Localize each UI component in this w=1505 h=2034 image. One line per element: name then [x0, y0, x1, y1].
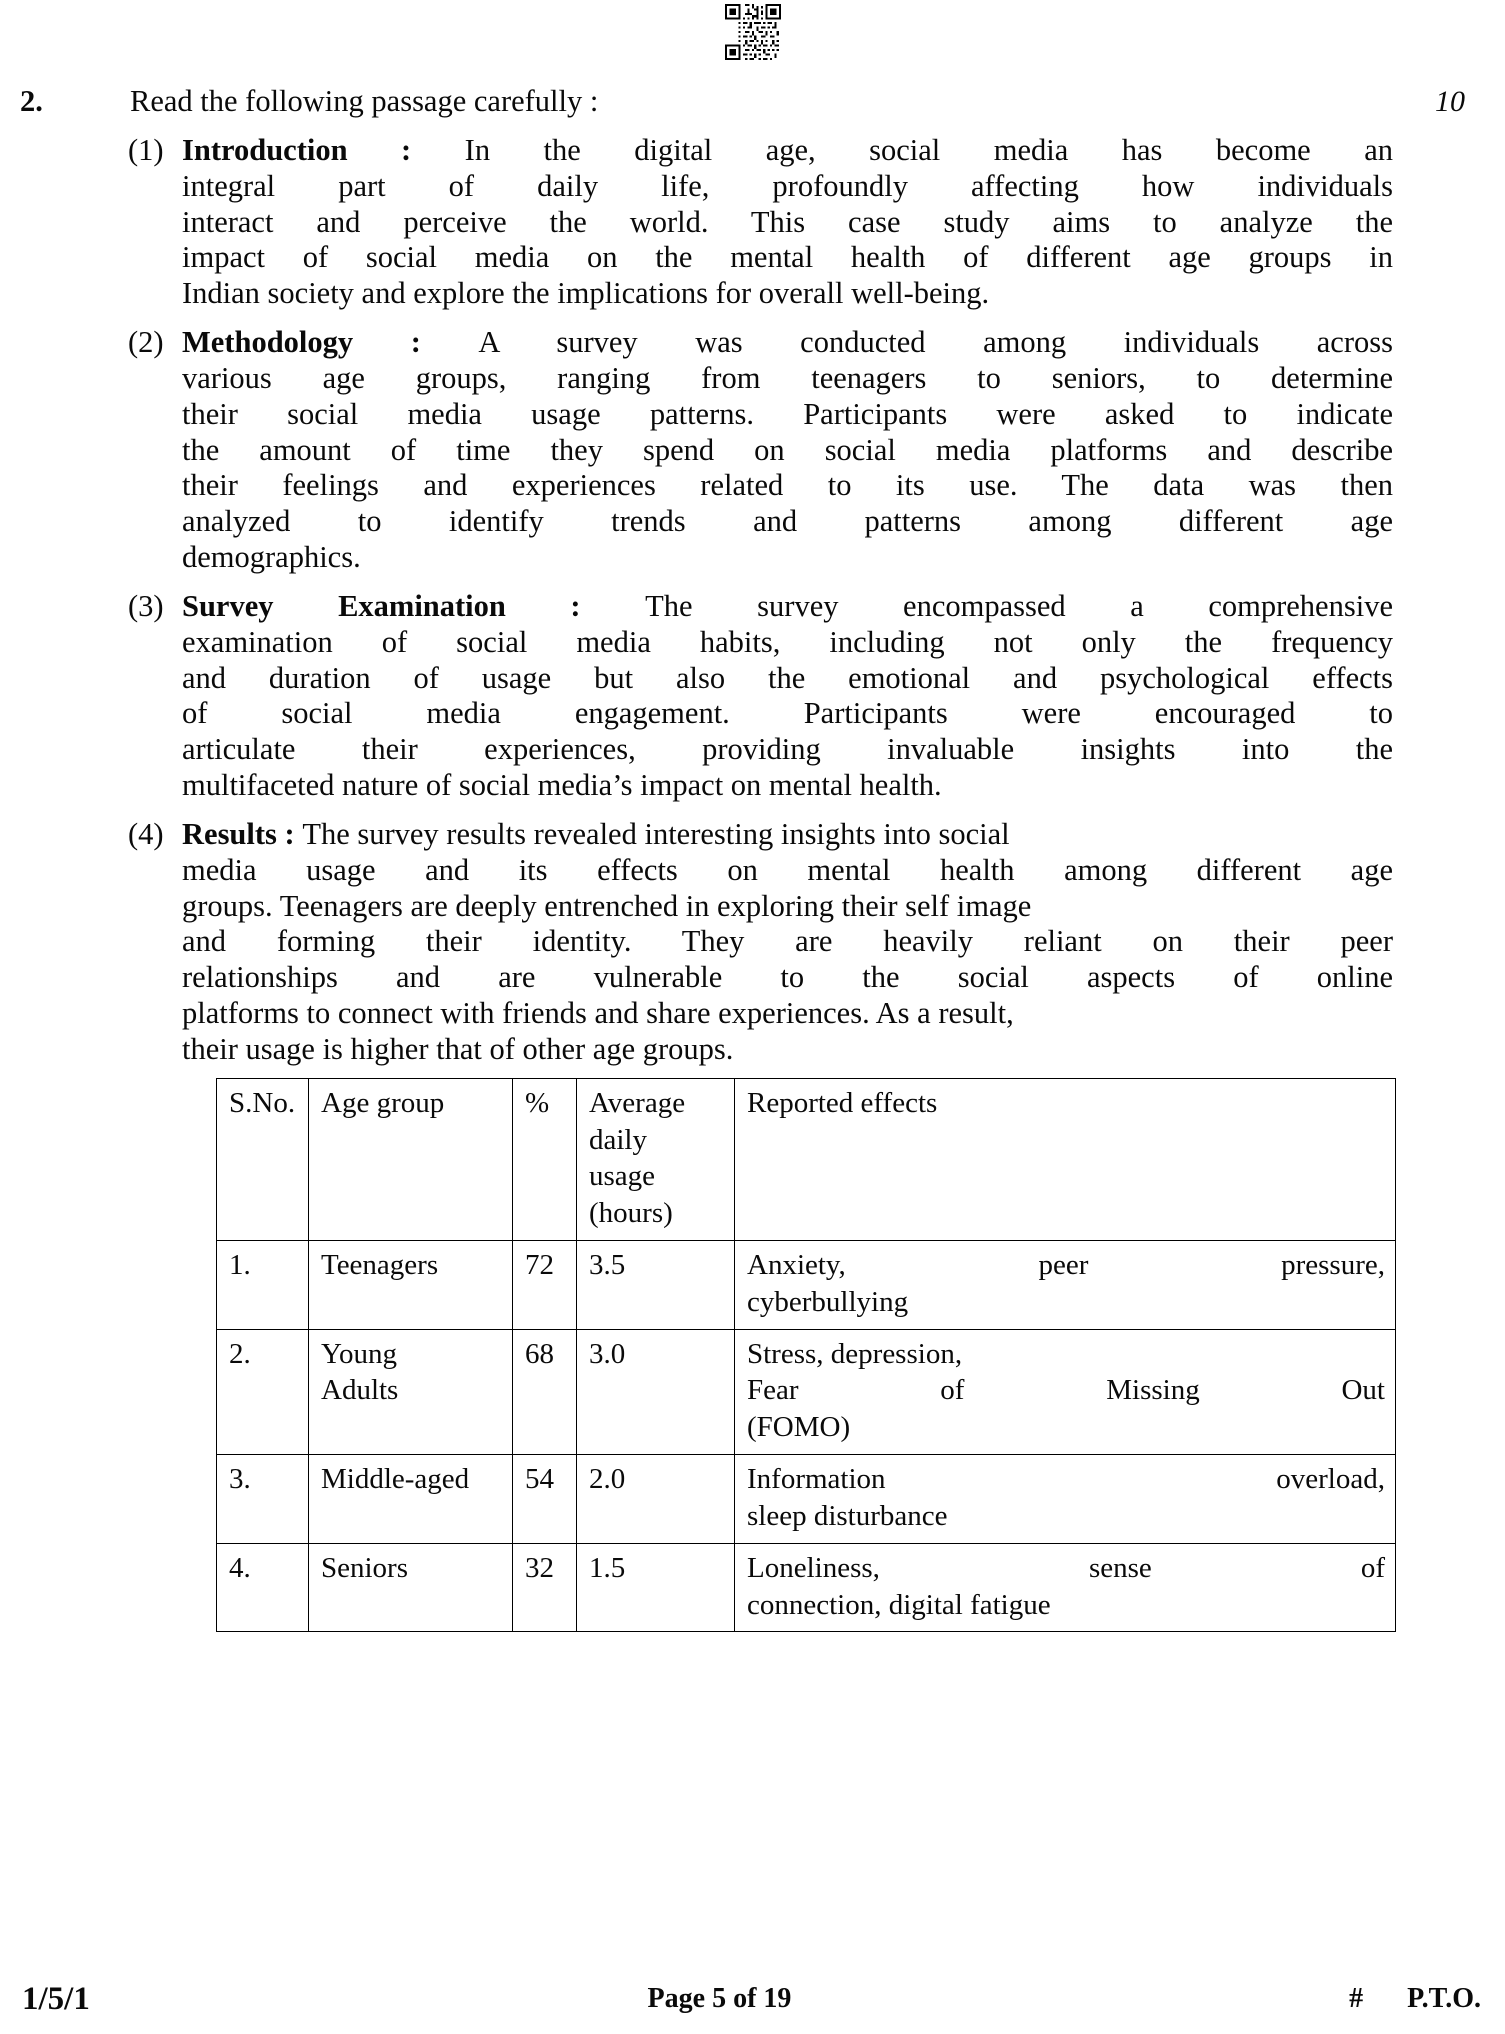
table-row	[217, 1241, 1396, 1330]
paragraph-number: (2)	[128, 325, 164, 360]
column-header-age-group: Age group	[309, 1078, 513, 1240]
paragraph-line: various age groups, ranging from teenagers to seniors, to determine	[182, 360, 1393, 395]
cell-sno: 1.	[217, 1241, 309, 1330]
paragraph-heading: Introduction	[182, 132, 348, 167]
paragraph-line: The survey encompassed a comprehensive	[645, 588, 1393, 623]
paragraph-number: (3)	[128, 588, 164, 623]
header-line: Average	[589, 1086, 686, 1119]
passage-paragraph-4	[20, 817, 1475, 1068]
paragraph-line: their social media usage patterns. Participants were asked to indicate	[182, 396, 1393, 431]
cell-line: Fear of Missing Out	[747, 1374, 1385, 1407]
qr-header	[0, 0, 1505, 70]
paragraph-line: impact of social media on the mental health of different age groups in	[182, 240, 1393, 275]
cell-line: Stress, depression,	[747, 1337, 963, 1370]
cell-percent: 32	[513, 1543, 577, 1632]
cell-line: Adults	[321, 1374, 399, 1407]
cell-age-group	[309, 1455, 513, 1544]
paragraph-line: A survey was conducted among individuals across	[478, 325, 1393, 360]
cell-age-group	[309, 1329, 513, 1454]
cell-line: Anxiety, peer pressure,	[747, 1249, 1385, 1281]
paragraph-number: (1)	[128, 132, 164, 167]
paragraph-line: of social media engagement. Participants were encouraged to	[182, 696, 1393, 731]
question-number: 2.	[20, 84, 43, 118]
paragraph-line: examination of social media habits, including not only the frequency	[182, 624, 1393, 659]
column-header-average-usage	[577, 1078, 735, 1240]
cell-percent: 72	[513, 1241, 577, 1330]
header-line: (hours)	[589, 1197, 673, 1230]
header-line: daily	[589, 1123, 647, 1156]
paper-code: 1/5/1	[22, 1980, 90, 2017]
cell-reported-effects	[735, 1329, 1396, 1454]
cell-line: connection, digital fatigue	[747, 1588, 1051, 1621]
cell-line: Seniors	[321, 1551, 408, 1584]
paragraph-line: and duration of usage but also the emotional and psychological effects	[182, 660, 1393, 695]
paragraph-line: platforms to connect with friends and share experiences. As a result,	[182, 996, 1014, 1031]
cell-sno: 2.	[217, 1329, 309, 1454]
cell-line: Loneliness, sense of	[747, 1551, 1385, 1584]
paragraph-line: integral part of daily life, profoundly affecting how individuals	[182, 168, 1393, 203]
qr-code-icon	[716, 4, 790, 60]
paragraph-line: articulate their experiences, providing invaluable insights into the	[182, 732, 1393, 767]
cell-age-group	[309, 1241, 513, 1330]
cell-percent: 68	[513, 1329, 577, 1454]
table-row	[217, 1543, 1396, 1632]
paragraph-heading: Methodology	[182, 325, 354, 360]
page-number-label: Page 5 of 19	[647, 1983, 792, 2014]
cell-sno: 3.	[217, 1455, 309, 1544]
paragraph-separator: :	[276, 816, 303, 851]
cell-line: Young	[321, 1337, 398, 1370]
hash-mark: #	[1349, 1983, 1364, 2014]
paragraph-line: their usage is higher that of other age groups.	[182, 1031, 734, 1066]
paragraph-separator: :	[353, 325, 479, 360]
paragraph-number: (4)	[128, 816, 164, 851]
table-row	[217, 1329, 1396, 1454]
cell-sno: 4.	[217, 1543, 309, 1632]
paragraph-separator: :	[347, 132, 465, 167]
cell-line: Middle-aged	[321, 1463, 470, 1496]
paragraph-line: analyzed to identify trends and patterns among different age	[182, 504, 1393, 539]
cell-reported-effects	[735, 1241, 1396, 1330]
paragraph-line: their feelings and experiences related to its use. The data was then	[182, 468, 1393, 503]
table-header-row	[217, 1078, 1396, 1240]
column-header-reported-effects: Reported effects	[735, 1078, 1396, 1240]
survey-results-table	[216, 1078, 1396, 1633]
cell-line: Information overload,	[747, 1463, 1385, 1496]
passage-paragraph-2	[20, 325, 1475, 576]
paragraph-line: the amount of time they spend on social media platforms and describe	[182, 432, 1393, 467]
cell-reported-effects	[735, 1543, 1396, 1632]
cell-age-group	[309, 1543, 513, 1632]
paragraph-line: The survey results revealed interesting insights into social	[302, 816, 1010, 851]
paragraph-line: groups. Teenagers are deeply entrenched in exploring their self image	[182, 888, 1032, 923]
paragraph-heading: Results	[182, 816, 277, 851]
question-line	[20, 84, 1475, 120]
question-instruction: Read the following passage carefully :	[130, 84, 599, 118]
cell-percent: 54	[513, 1455, 577, 1544]
table-row	[217, 1455, 1396, 1544]
paragraph-line: media usage and its effects on mental health among different age	[182, 852, 1393, 887]
paragraph-line: and forming their identity. They are heavily reliant on their peer	[182, 924, 1393, 959]
page-content	[0, 84, 1505, 1632]
cell-average-usage: 1.5	[577, 1543, 735, 1632]
paragraph-body	[182, 133, 1393, 312]
page-footer	[0, 1974, 1505, 2024]
column-header-percent: %	[513, 1078, 577, 1240]
paragraph-separator: :	[505, 588, 646, 623]
paragraph-body	[182, 817, 1393, 1068]
column-header-sno: S.No.	[217, 1078, 309, 1240]
cell-line: Teenagers	[321, 1249, 439, 1281]
paragraph-body	[182, 325, 1393, 576]
cell-average-usage: 2.0	[577, 1455, 735, 1544]
survey-results-table-wrapper	[20, 1078, 1475, 1633]
cell-average-usage: 3.5	[577, 1241, 735, 1330]
cell-line: sleep disturbance	[747, 1499, 948, 1532]
paragraph-body	[182, 589, 1393, 804]
paragraph-heading: Survey Examination	[182, 588, 506, 623]
paragraph-line: In the digital age, social media has become an	[464, 132, 1393, 167]
cell-average-usage: 3.0	[577, 1329, 735, 1454]
cell-line: (FOMO)	[747, 1411, 851, 1444]
paragraph-line: relationships and are vulnerable to the social aspects of online	[182, 960, 1393, 995]
passage-paragraph-3	[20, 589, 1475, 804]
pto-label: P.T.O.	[1407, 1983, 1481, 2014]
cell-line: cyberbullying	[747, 1285, 909, 1318]
cell-reported-effects	[735, 1455, 1396, 1544]
header-line: usage	[589, 1160, 656, 1193]
paragraph-line: Indian society and explore the implications for overall well-being.	[182, 276, 990, 311]
paragraph-line: multifaceted nature of social media’s impact on mental health.	[182, 768, 942, 803]
paragraph-line: demographics.	[182, 540, 361, 575]
passage-paragraph-1	[20, 133, 1475, 312]
paragraph-line: interact and perceive the world. This case study aims to analyze the	[182, 204, 1393, 239]
question-marks: 10	[1435, 85, 1465, 118]
